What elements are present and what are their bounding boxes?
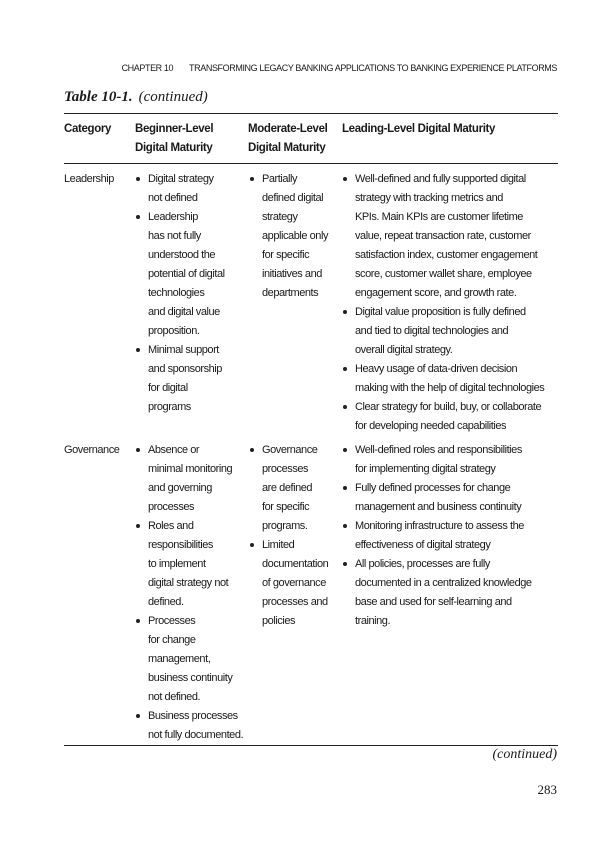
beginner-cell [135,170,225,417]
bullet-line: for digital [148,382,188,394]
bullet-item [342,441,532,479]
bullet-line: value, repeat transaction rate, customer [355,230,531,242]
bullet-line: defined digital [262,192,324,204]
header-line: Digital Maturity [248,142,326,154]
bullet-item [135,441,243,517]
bullet-line: Partially [262,173,298,185]
bullet-line: management, [148,653,211,665]
bullet-line: to implement [148,558,206,570]
moderate-cell [249,441,328,631]
category-cell: Leadership [64,173,114,185]
bullet-line: policies [262,615,296,627]
bullet-line: satisfaction index, customer engagement [355,249,538,261]
bullet-line: for implementing digital strategy [355,463,496,475]
bullet-line: effectiveness of digital strategy [355,539,491,551]
bullet-line: strategy [262,211,298,223]
bullet-line: Absence or [148,444,200,456]
bullet-line: proposition. [148,325,200,337]
bullet-line: for specific [262,501,310,513]
leading-cell [342,170,544,436]
bullet-line: and governing [148,482,212,494]
table-label: Table 10-1. [64,89,133,105]
bullet-item [249,170,328,303]
header-beginner [135,120,213,158]
bullet-line: departments [262,287,319,299]
bullet-item [342,170,544,303]
header-line: Beginner-Level [135,123,214,135]
bullet-line: not fully documented. [148,729,244,741]
bullet-line: for developing needed capabilities [355,420,507,432]
bullet-item [342,303,544,360]
bullet-line: defined. [148,596,184,608]
bullet-line: making with the help of digital technologies [355,382,545,394]
bullet-line: processes and [262,596,328,608]
bullet-line: training. [355,615,391,627]
bullet-line: Processes [148,615,196,627]
bullet-item [135,341,225,417]
bullet-line: management and business continuity [355,501,522,513]
bullet-item [342,398,544,436]
bullet-line: programs [148,401,191,413]
bullet-line: Clear strategy for build, buy, or collaborate [355,401,542,413]
bullet-line: initiatives and [262,268,322,280]
bullet-item [135,170,225,208]
header-bottom-rule [64,163,558,164]
bullet-line: Minimal support [148,344,219,356]
bullet-line: KPIs. Main KPIs are customer lifetime [355,211,523,223]
bullet-line: are defined [262,482,313,494]
running-header [122,63,557,73]
bullet-line: processes [262,463,309,475]
beginner-cell [135,441,243,745]
bullet-line: minimal monitoring [148,463,233,475]
header-category [64,120,111,139]
table-continued-note: (continued) [138,89,208,105]
bullet-line: Well-defined roles and responsibilities [355,444,522,456]
bullet-line: of governance [262,577,326,589]
bullet-line: technologies [148,287,205,299]
bullet-line: overall digital strategy. [355,344,453,356]
bullet-item [135,612,243,707]
bullet-line: All policies, processes are fully [355,558,490,570]
bullet-item [342,555,532,631]
bullet-line: processes [148,501,195,513]
header-moderate [248,120,327,158]
header-line: Digital Maturity [135,142,213,154]
bullet-line: and digital value [148,306,220,318]
bullet-item [135,517,243,612]
header-line: Category [64,123,112,135]
bullet-line: Governance [262,444,318,456]
bullet-line: Well-defined and fully supported digital [355,173,526,185]
bullet-line: engagement score, and growth rate. [355,287,517,299]
bullet-line: applicable only [262,230,329,242]
bullet-line: documentation [262,558,329,570]
chapter-label: CHAPTER 10 [121,63,174,73]
bullet-item [342,479,532,517]
table-caption [64,89,208,106]
bullet-line: understood the [148,249,216,261]
bullet-line: for specific [262,249,310,261]
header-line: Moderate-Level [248,123,328,135]
bullet-line: strategy with tracking metrics and [355,192,503,204]
bullet-line: Monitoring infrastructure to assess the [355,520,524,532]
bullet-line: Heavy usage of data-driven decision [355,363,518,375]
bullet-line: programs. [262,520,308,532]
bullet-line: documented in a centralized knowledge [355,577,532,589]
moderate-cell [249,170,328,303]
bullet-line: score, customer wallet share, employee [355,268,532,280]
bullet-item [135,208,225,341]
bullet-line: Fully defined processes for change [355,482,511,494]
leading-cell [342,441,532,631]
header-leading [342,120,495,139]
bullet-line: Digital value proposition is fully defined [355,306,526,318]
bullet-item [249,536,328,631]
bullet-line: potential of digital [148,268,225,280]
bullet-line: Digital strategy [148,173,214,185]
table-bottom-rule [64,745,558,746]
bullet-line: Business processes [148,710,238,722]
bullet-line: digital strategy not [148,577,229,589]
chapter-title: TRANSFORMING LEGACY BANKING APPLICATIONS TO BANKING EXPERIENCE PLATFORMS [189,63,557,73]
bullet-line: responsibilities [148,539,213,551]
bullet-item [342,360,544,398]
bullet-line: has not fully [148,230,201,242]
bullet-item [342,517,532,555]
bullet-line: base and used for self-learning and [355,596,512,608]
page-number: 283 [537,782,557,797]
category-cell: Governance [64,444,120,456]
bullet-item [249,441,328,536]
bullet-line: business continuity [148,672,233,684]
bullet-line: for change [148,634,196,646]
bullet-line: Limited [262,539,295,551]
bullet-line: and tied to digital technologies and [355,325,509,337]
table-top-rule [64,113,558,114]
bullet-line: Leadership [148,211,198,223]
bullet-line: not defined. [148,691,201,703]
bullet-item [135,707,243,745]
header-line: Leading-Level Digital Maturity [342,123,496,135]
bullet-line: Roles and [148,520,194,532]
bullet-line: and sponsorship [148,363,222,375]
bullet-line: not defined [148,192,198,204]
continued-label: (continued) [492,747,557,762]
